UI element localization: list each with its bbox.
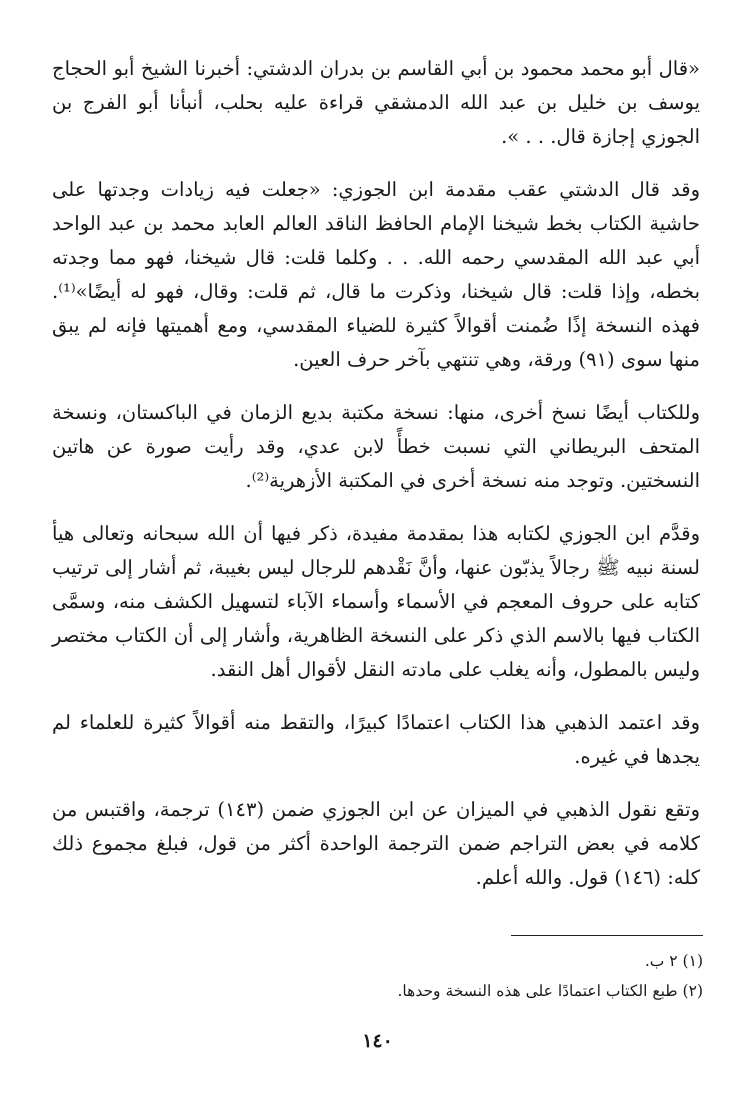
- page-body: [52, 52, 700, 895]
- paragraph-dhahabi-reliance: وقد اعتمد الذهبي هذا الكتاب اعتمادًا كبيرًا، والتقط منه أقوالاً كثيرة للعلماء لم يجدها في غيره.: [52, 711, 700, 768]
- paragraph-dashti-additions: وقد قال الدشتي عقب مقدمة ابن الجوزي: «جعلت فيه زيادات وجدتها على حاشية الكتاب بخط شيخنا الإمام الحافظ الناقد العالم العابد محمد بن عبد الواحد أبي عبد الله المقدسي رحمه الله. . . وكلما قلت: قال شيخنا، فهو مما وجدته بخطه، وإذا قلت: قال شيخنا، وذكرت ما قال، ثم قلت: وقال، فهو له أيضًا»⁽¹⁾. فهذه النسخة إذًا ضُمنت أقوالاً كثيرة للضياء المقدسي، ومع أهميتها فإنه لم يبق منها سوى (٩١) ورقة، وهي تنتهي بآخر حرف العين.: [52, 178, 700, 371]
- paragraph-introduction: وقدَّم ابن الجوزي لكتابه هذا بمقدمة مفيدة، ذكر فيها أن الله سبحانه وتعالى هيأ لسنة نبيه ﷺ رجالاً يذبّون عنها، وأنَّ نَقْدهم للرجال ليس بغيبة، ثم أشار إلى ترتيب كتابه على حروف المعجم في الأسماء وأسماء الآباء لتسهيل الكشف منه، وسمَّى الكتاب فيها بالاسم الذي ذكر على النسخة الظاهرية، وأشار إلى أن الكتاب مختصر وليس بالمطول، وأنه يغلب على مادته النقل لأقوال أهل النقد.: [52, 522, 700, 681]
- footnote-2: (٢) طبع الكتاب اعتمادًا على هذه النسخة وحدها.: [397, 982, 703, 1000]
- paragraph-other-manuscripts: وللكتاب أيضًا نسخ أخرى، منها: نسخة مكتبة بديع الزمان في الباكستان، ونسخة المتحف البريطاني التي نسبت خطأً لابن عدي، وقد رأيت صورة عن هاتين النسختين. وتوجد منه نسخة أخرى في المكتبة الأزهرية⁽²⁾.: [52, 401, 700, 492]
- footnote-separator: [511, 935, 703, 936]
- paragraph-isnad: «قال أبو محمد محمود بن أبي القاسم بن بدران الدشتي: أخبرنا الشيخ أبو الحجاج يوسف بن خليل بن عبد الله الدمشقي قراءة عليه بحلب، أنبأنا أبو الفرج بن الجوزي إجازة قال. . . ».: [52, 57, 700, 148]
- page-number: ١٤٠: [362, 1030, 393, 1052]
- paragraph-quotation-count: وتقع نقول الذهبي في الميزان عن ابن الجوزي ضمن (١٤٣) ترجمة، واقتبس من كلامه في بعض التراجم ضمن الترجمة الواحدة أكثر من قول، فبلغ مجموع ذلك كله: (١٤٦) قول. والله أعلم.: [52, 798, 700, 889]
- footnote-1: (١) ٢ ب.: [644, 952, 703, 970]
- footnotes: [55, 946, 703, 1006]
